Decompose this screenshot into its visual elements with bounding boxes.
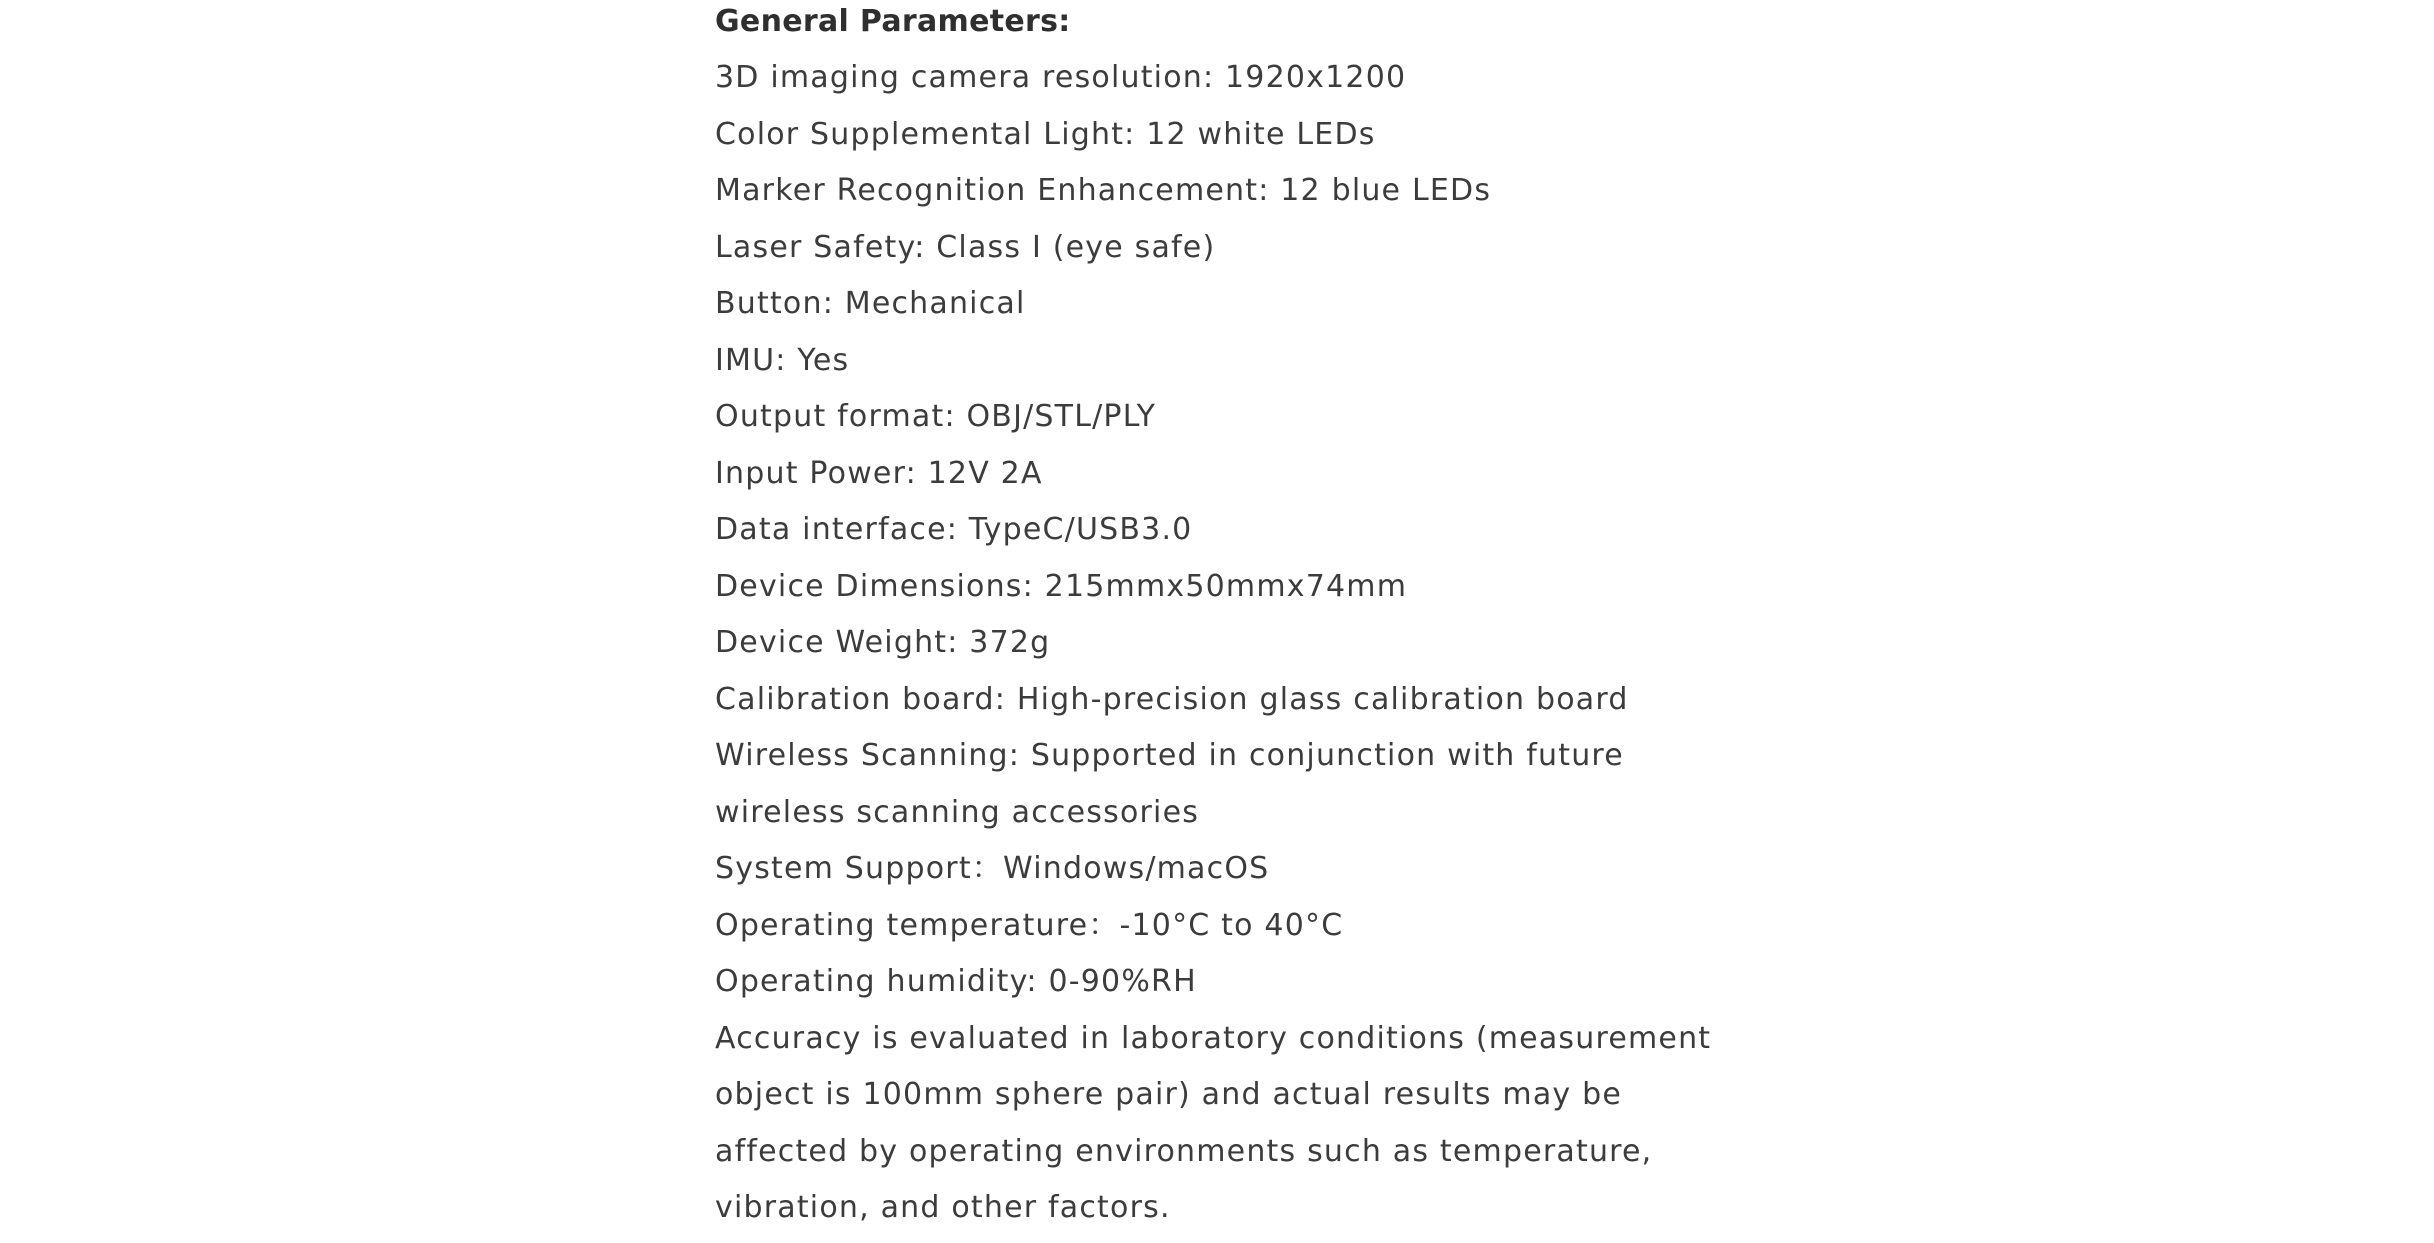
spec-imu: IMU: Yes xyxy=(715,342,850,378)
spec-accuracy-note: Accuracy is evaluated in laboratory conditions (measurement object is 100mm sphere pair) and actual results may be affected by operating environments such as temperature, vibration, and other factors. xyxy=(715,1020,1712,1225)
spec-device-dimensions: Device Dimensions: 215mmx50mmx74mm xyxy=(715,568,1408,604)
spec-input-power: Input Power: 12V 2A xyxy=(715,455,1043,491)
spec-laser-safety: Laser Safety: Class I (eye safe) xyxy=(715,229,1216,265)
spec-operating-temperature: Operating temperature：-10°C to 40°C xyxy=(715,907,1344,943)
spec-data-interface: Data interface: TypeC/USB3.0 xyxy=(715,512,1193,547)
spec-list xyxy=(715,50,1725,1237)
spec-device-weight: Device Weight: 372g xyxy=(715,625,1051,660)
spec-wireless-scanning: Wireless Scanning: Supported in conjunction with future wireless scanning accessories xyxy=(715,738,1624,830)
spec-button: Button: Mechanical xyxy=(715,286,1026,321)
spec-camera-resolution: 3D imaging camera resolution: 1920x1200 xyxy=(715,60,1407,95)
spec-marker-enhancement: Marker Recognition Enhancement: 12 blue LEDs xyxy=(715,173,1492,208)
spec-output-format: Output format: OBJ/STL/PLY xyxy=(715,399,1157,434)
spec-operating-humidity: Operating humidity: 0-90%RH xyxy=(715,964,1197,999)
section-heading: General Parameters: xyxy=(715,4,1071,39)
spec-color-light: Color Supplemental Light: 12 white LEDs xyxy=(715,116,1376,152)
general-parameters-section xyxy=(715,0,1725,1243)
spec-system-support: System Support：Windows/macOS xyxy=(715,851,1270,886)
spec-calibration-board: Calibration board: High-precision glass calibration board xyxy=(715,681,1629,717)
